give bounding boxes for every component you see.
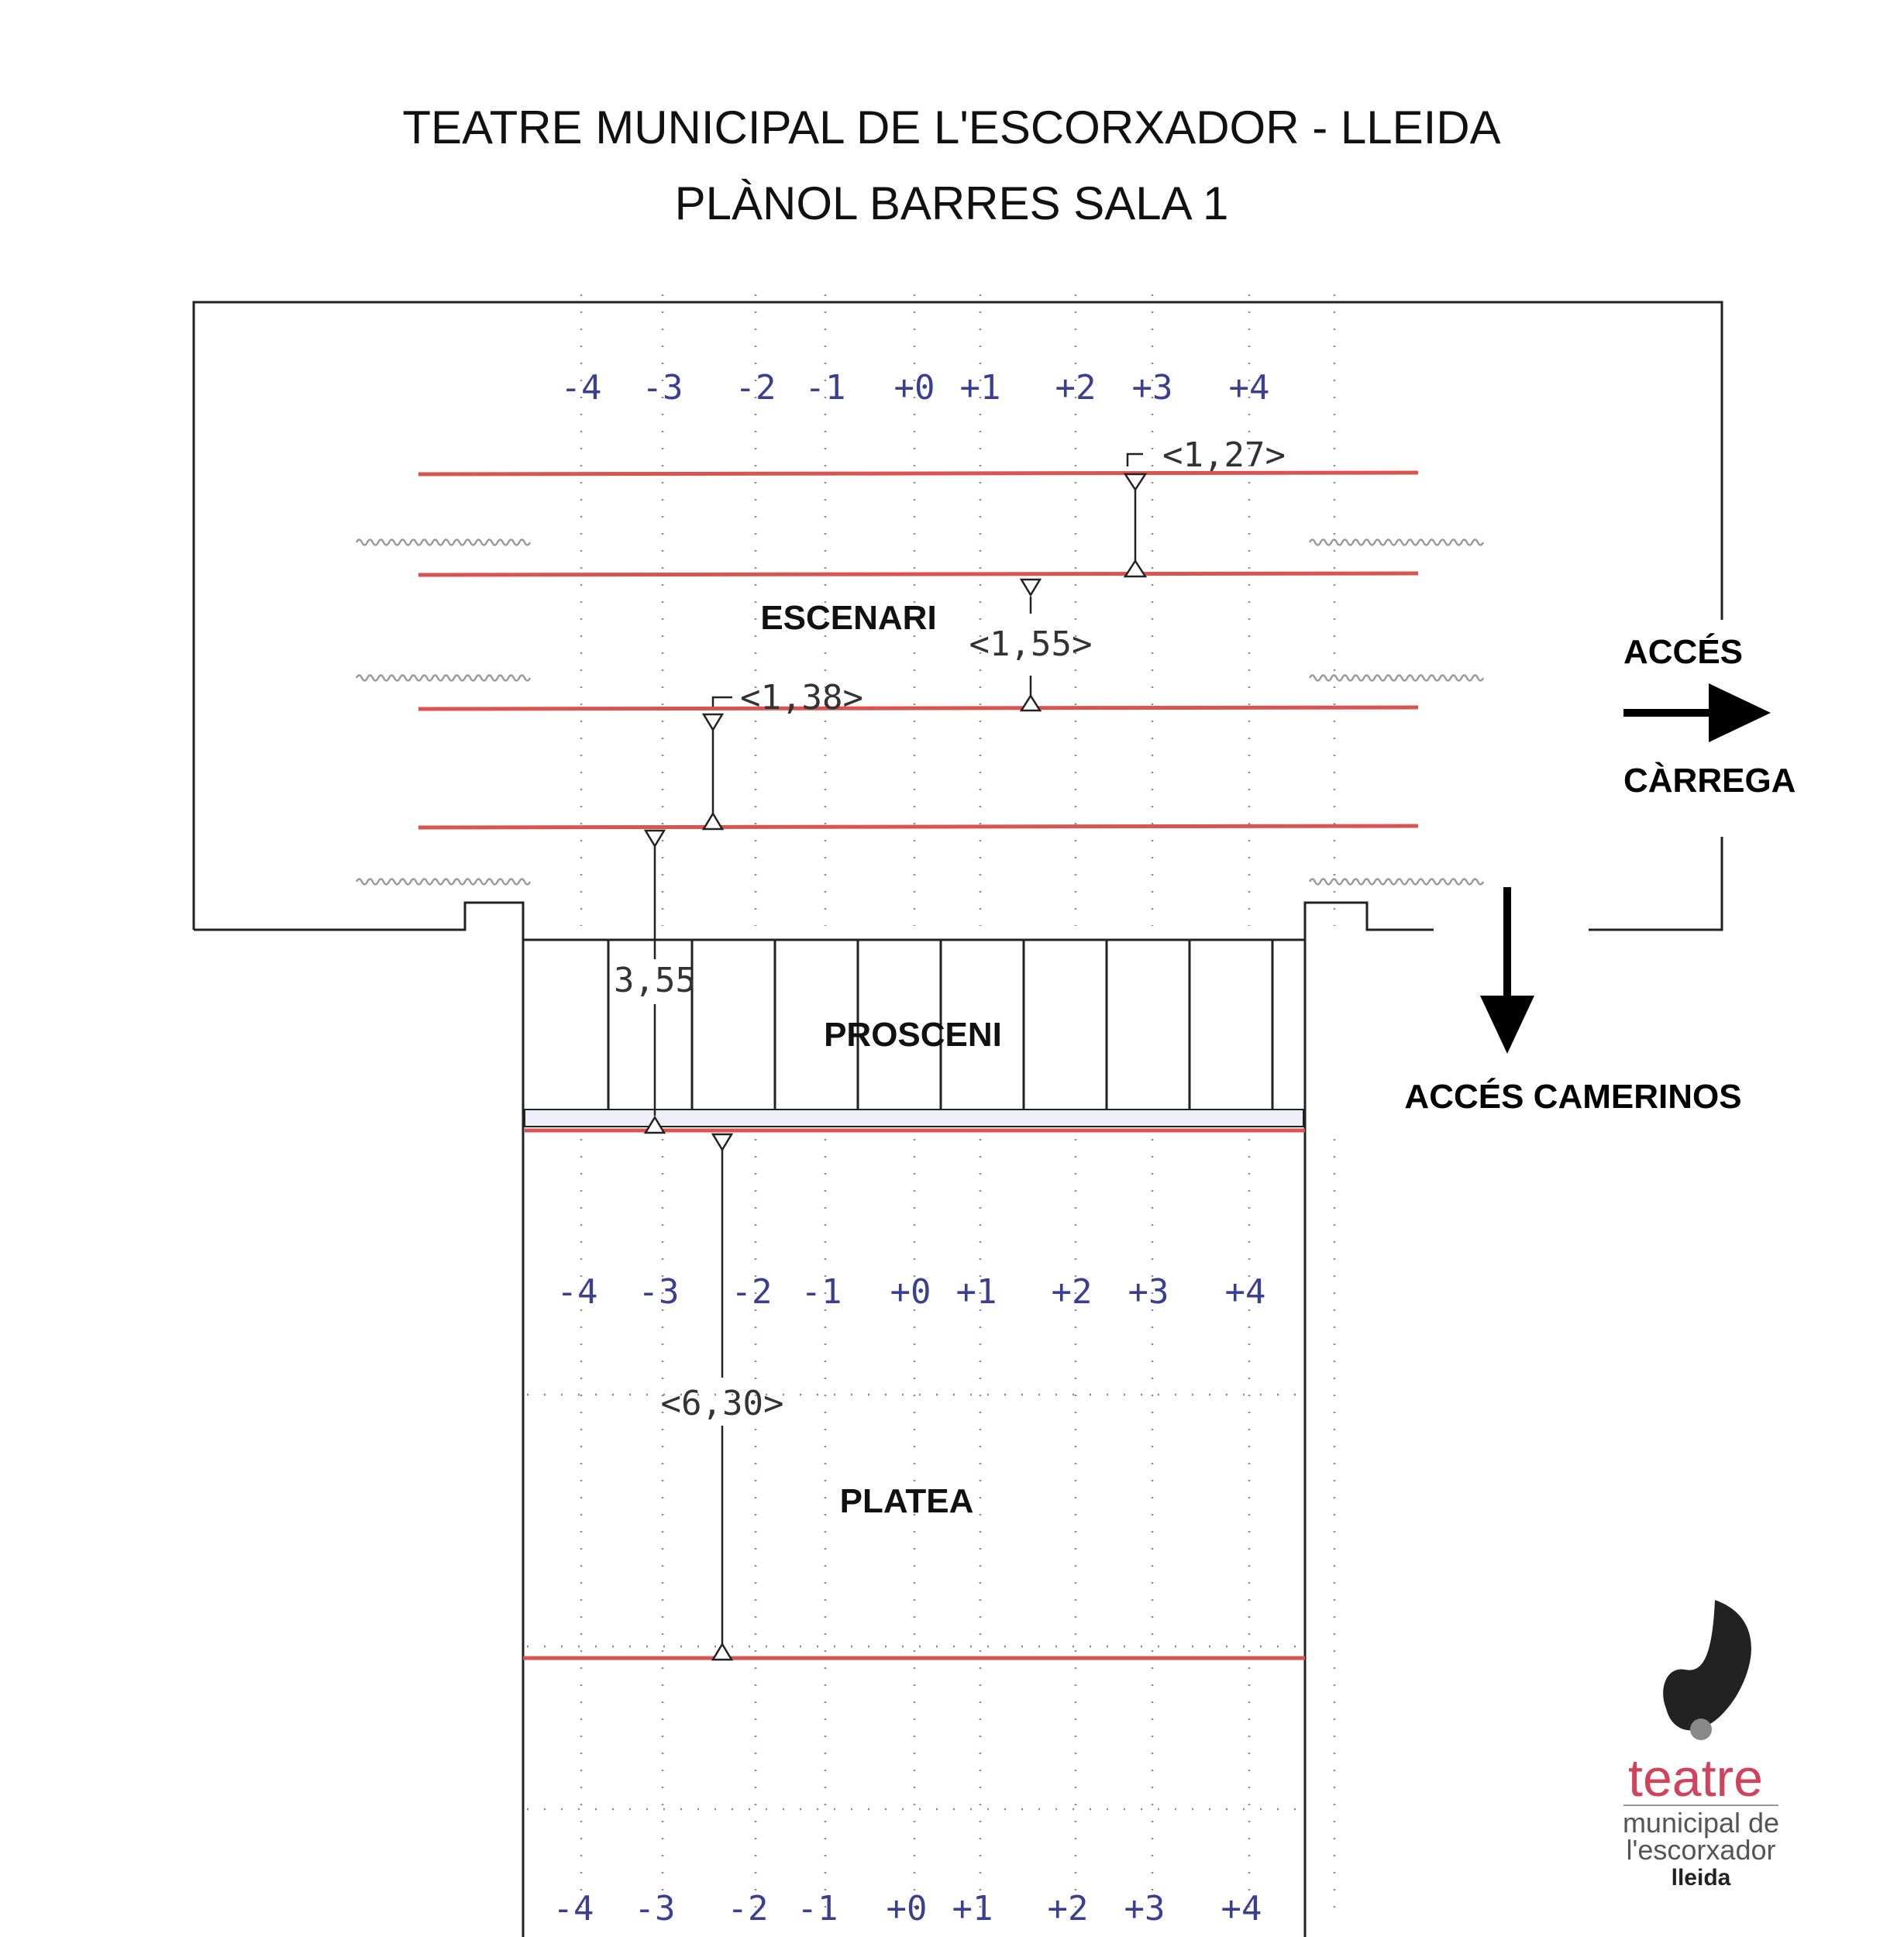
position-label: +2 (1047, 1889, 1089, 1928)
position-label: -3 (634, 1889, 676, 1928)
logo-swirl-icon (1663, 1600, 1751, 1730)
position-grid (527, 294, 1334, 1922)
curtain-leg (1310, 540, 1483, 545)
dressing-rooms-arrow-icon (1480, 887, 1534, 1054)
curtain-leg (356, 879, 530, 885)
position-label: +0 (886, 1889, 928, 1928)
position-label: +1 (955, 1272, 997, 1312)
position-label: +2 (1051, 1272, 1093, 1312)
position-label: -1 (801, 1272, 842, 1312)
dim-label-1-38: <1,38> (740, 678, 863, 717)
logo-name: teatre (1628, 1749, 1763, 1808)
dressing-rooms-access-label: ACCÉS CAMERINOS (1404, 1078, 1742, 1116)
position-label: +1 (959, 368, 1001, 408)
dim-marker (713, 1134, 732, 1150)
dim-marker (1021, 696, 1040, 710)
plan-subtitle: PLÀNOL BARRES SALA 1 (674, 177, 1229, 229)
dim-label-1-55: <1,55> (969, 624, 1093, 664)
position-label: -2 (727, 1889, 769, 1928)
position-label: -4 (553, 1889, 594, 1928)
curtain-leg (1310, 676, 1483, 681)
position-label: +3 (1124, 1889, 1165, 1928)
position-label: +0 (890, 1272, 931, 1312)
stage-label: ESCENARI (760, 599, 937, 637)
position-labels-rear (553, 1889, 1262, 1928)
position-label: +3 (1128, 1272, 1169, 1312)
dim-marker (1125, 474, 1145, 490)
logo-line-2: municipal de (1622, 1807, 1780, 1839)
stage-wall-outline (194, 302, 1722, 938)
curtain-leg (356, 676, 530, 681)
proscenium-label: PROSCENI (824, 1016, 1002, 1054)
dim-label-3-55: 3,55 (614, 961, 696, 1000)
position-label: -3 (642, 368, 683, 408)
stalls-label: PLATEA (839, 1482, 974, 1520)
plan-title: TEATRE MUNICIPAL DE L'ESCORXADOR - LLEIDA (402, 101, 1501, 153)
dim-label-6-30: <6,30> (660, 1384, 784, 1423)
position-label: +4 (1228, 368, 1270, 408)
stage-curtains (356, 540, 1483, 885)
lighting-bars (418, 473, 1418, 1658)
position-label: +2 (1055, 368, 1097, 408)
logo-city: lleida (1671, 1865, 1731, 1891)
position-label: -3 (638, 1272, 680, 1312)
dimension-labels (614, 435, 1286, 1423)
position-label: +4 (1221, 1889, 1262, 1928)
bar-3 (418, 707, 1418, 709)
proscenium-edge (525, 1110, 1303, 1127)
position-label: -2 (731, 1272, 773, 1312)
position-label: +4 (1224, 1272, 1266, 1312)
theatre-logo (1623, 1600, 1779, 1891)
dim-marker (704, 714, 722, 730)
loading-arrow-icon (1623, 683, 1771, 742)
curtain-leg (356, 540, 530, 545)
walls (194, 302, 1722, 1937)
position-label: -4 (560, 368, 602, 408)
loading-access-label-1: ACCÉS (1623, 633, 1744, 671)
dim-marker (1021, 580, 1040, 595)
dim-label-1-27: <1,27> (1162, 435, 1286, 475)
dim-marker (646, 831, 664, 846)
bar-4 (418, 826, 1418, 827)
position-labels-stalls (557, 1272, 1266, 1312)
position-label: -4 (556, 1272, 598, 1312)
loading-access-label-2: CÀRREGA (1623, 762, 1796, 800)
position-label: +1 (952, 1889, 993, 1928)
position-label: -1 (797, 1889, 838, 1928)
position-labels-stage (561, 368, 1270, 408)
dim-marker (704, 814, 722, 829)
dim-marker (1125, 561, 1145, 576)
logo-line-3: l'escorxador (1626, 1834, 1776, 1866)
curtain-leg (1310, 879, 1483, 885)
position-label: +3 (1131, 368, 1173, 408)
position-label: -1 (804, 368, 846, 408)
bar-2 (418, 573, 1418, 575)
position-label: +0 (893, 368, 935, 408)
position-label: -2 (735, 368, 776, 408)
